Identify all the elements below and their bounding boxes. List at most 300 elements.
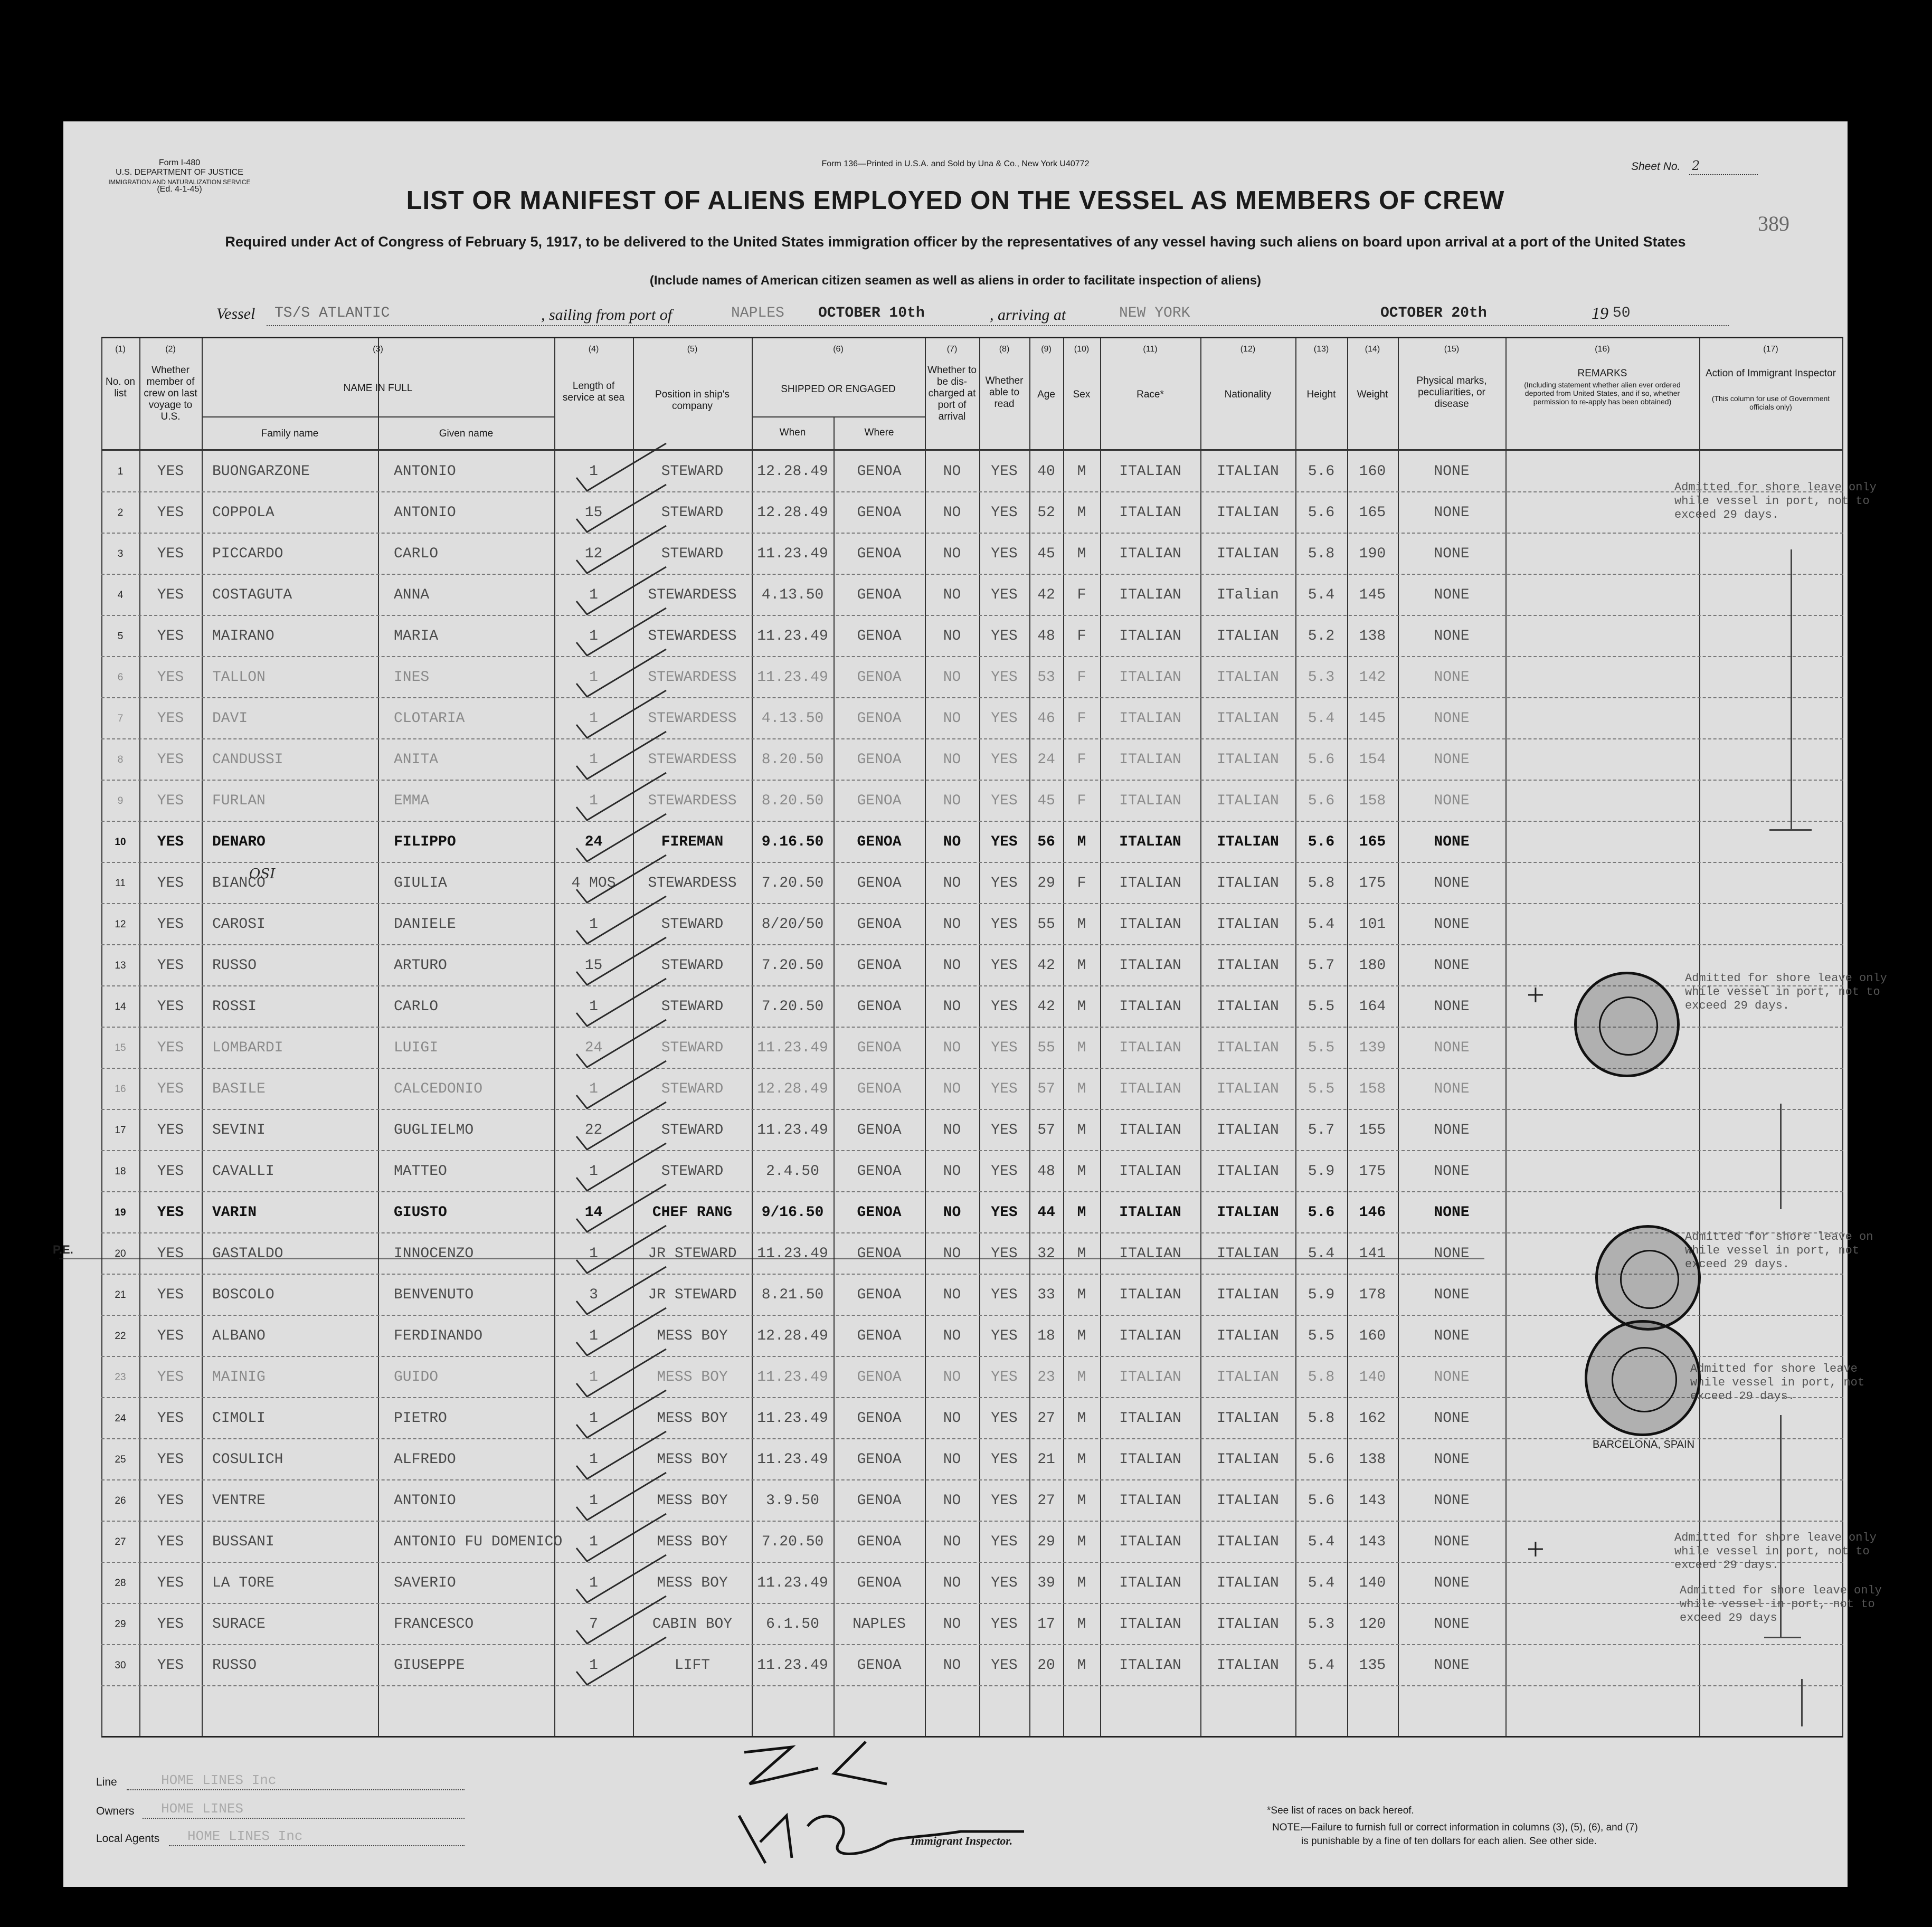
remark-row-27: Admitted for shore leave only while vessel in port, not to exceed 29 days. (1674, 1531, 1877, 1572)
weight-cell: 165 (1359, 505, 1386, 521)
service-name: IMMIGRATION AND NATURALIZATION SERVICE (108, 178, 251, 186)
length-cell: 1 (589, 1575, 598, 1591)
row-number: 20 (115, 1248, 126, 1259)
where-cell: GENOA (857, 669, 902, 686)
position-cell: CHEF RANG (652, 1204, 733, 1221)
length-cell: 1 (589, 1246, 598, 1262)
row-number: 8 (117, 754, 124, 765)
sex-cell: M (1077, 1534, 1086, 1550)
where-cell: GENOA (857, 916, 902, 933)
sex-cell: M (1077, 1122, 1086, 1138)
when-cell: 11.23.49 (757, 669, 828, 686)
given-name-cell: ANTONIO (394, 1493, 456, 1509)
race-cell: ITALIAN (1119, 1204, 1181, 1221)
given-name-cell: FERDINANDO (394, 1328, 483, 1344)
read-cell: YES (991, 628, 1018, 644)
when-cell: 11.23.49 (757, 1410, 828, 1427)
arrive-port: NEW YORK (1119, 305, 1190, 321)
header-weight: Weight (1357, 389, 1388, 400)
sex-cell: M (1077, 1163, 1086, 1180)
length-cell: 1 (589, 587, 598, 603)
position-cell: MESS BOY (657, 1493, 728, 1509)
table-row (101, 1398, 1843, 1439)
member-cell: YES (157, 1204, 184, 1221)
header-family-name: Family name (261, 428, 319, 439)
form-edition: (Ed. 4-1-45) (157, 185, 202, 194)
consulate-stamp (1585, 1320, 1701, 1450)
nationality-cell: ITALIAN (1217, 546, 1279, 562)
race-cell: ITALIAN (1119, 669, 1181, 686)
family-name-cell: BOSCOLO (212, 1287, 274, 1303)
note-label: NOTE. (1272, 1822, 1303, 1833)
physical-cell: NONE (1434, 1163, 1470, 1180)
row-number: 6 (117, 672, 124, 683)
height-cell: 5.4 (1308, 710, 1335, 727)
when-cell: 4.13.50 (761, 587, 824, 603)
action-bracket-foot (1764, 1637, 1801, 1638)
when-cell: 2.4.50 (766, 1163, 819, 1180)
where-cell: GENOA (857, 999, 902, 1015)
weight-cell: 101 (1359, 916, 1386, 933)
given-name-cell: EMMA (394, 793, 430, 809)
form-number: Form I-480 (158, 158, 201, 167)
weight-cell: 145 (1359, 587, 1386, 603)
race-cell: ITALIAN (1119, 1081, 1181, 1097)
position-cell: JR STEWARD (648, 1246, 737, 1262)
member-cell: YES (157, 463, 184, 480)
age-cell: 45 (1037, 793, 1055, 809)
discharged-cell: NO (943, 1657, 961, 1674)
when-cell: 8.21.50 (761, 1287, 824, 1303)
given-name-cell: CARLO (394, 546, 439, 562)
given-name-cell: GUGLIELMO (394, 1122, 474, 1138)
read-cell: YES (991, 710, 1018, 727)
year-suffix: 50 (1613, 305, 1631, 321)
height-cell: 5.4 (1308, 1246, 1335, 1262)
physical-cell: NONE (1434, 1246, 1470, 1262)
given-name-cell: SAVERIO (394, 1575, 456, 1591)
member-cell: YES (157, 834, 184, 850)
position-cell: STEWARD (661, 1081, 724, 1097)
given-name-cell: INNOCENZO (394, 1246, 474, 1262)
line-underline (127, 1789, 465, 1790)
nationality-cell: ITALIAN (1217, 1163, 1279, 1180)
action-bracket (1780, 1104, 1782, 1209)
weight-cell: 143 (1359, 1493, 1386, 1509)
weight-cell: 162 (1359, 1410, 1386, 1427)
when-cell: 12.28.49 (757, 1081, 828, 1097)
height-cell: 5.7 (1308, 1122, 1335, 1138)
age-cell: 44 (1037, 1204, 1055, 1221)
member-cell: YES (157, 1410, 184, 1427)
sheet-label: Sheet No. (1631, 160, 1681, 173)
height-cell: 5.6 (1308, 463, 1335, 480)
height-cell: 5.4 (1308, 1575, 1335, 1591)
sex-cell: F (1077, 710, 1086, 727)
age-cell: 24 (1037, 752, 1055, 768)
weight-cell: 180 (1359, 957, 1386, 974)
subtitle: Required under Act of Congress of February 5, 1917, to be delivered to the United States immigration officer by the representatives of any vessel having such aliens on board upon arrival at a port of the United States (225, 234, 1686, 250)
discharged-cell: NO (943, 1040, 961, 1056)
member-cell: YES (157, 587, 184, 603)
age-cell: 27 (1037, 1410, 1055, 1427)
row-number: 24 (115, 1413, 126, 1424)
position-cell: MESS BOY (657, 1451, 728, 1468)
when-cell: 6.1.50 (766, 1616, 819, 1632)
header-given-name: Given name (439, 428, 494, 439)
header-action: Action of Immigrant Inspector (1705, 368, 1836, 379)
read-cell: YES (991, 1575, 1018, 1591)
action-bracket (1801, 1679, 1803, 1726)
sex-cell: M (1077, 1369, 1086, 1385)
nationality-cell: ITALIAN (1217, 628, 1279, 644)
table-row (101, 1110, 1843, 1151)
member-cell: YES (157, 1287, 184, 1303)
weight-cell: 140 (1359, 1369, 1386, 1385)
member-cell: YES (157, 1040, 184, 1056)
consulate-stamp (1595, 1225, 1701, 1331)
weight-cell: 178 (1359, 1287, 1386, 1303)
physical-cell: NONE (1434, 752, 1470, 768)
given-name-cell: GIUSTO (394, 1204, 447, 1221)
height-cell: 5.8 (1308, 875, 1335, 891)
position-cell: STEWARD (661, 546, 724, 562)
nationality-cell: ITALIAN (1217, 834, 1279, 850)
cross-mark: + (1527, 1532, 1545, 1567)
table-row (101, 1563, 1843, 1604)
family-name-cell: CANDUSSI (212, 752, 283, 768)
length-cell: 3 (589, 1287, 598, 1303)
row-number: 17 (115, 1125, 126, 1136)
action-bracket (1780, 1415, 1782, 1637)
col-num-8: (8) (999, 345, 1010, 354)
header-race: Race* (1137, 389, 1164, 400)
member-cell: YES (157, 1163, 184, 1180)
row-number: 21 (115, 1289, 126, 1301)
position-cell: STEWARDESS (648, 752, 737, 768)
carosi-note: OSI (249, 866, 276, 882)
when-cell: 11.23.49 (757, 1657, 828, 1674)
length-cell: 14 (584, 1204, 603, 1221)
header-height: Height (1306, 389, 1336, 400)
sheet-number: 2 (1692, 158, 1700, 173)
sex-cell: F (1077, 875, 1086, 891)
read-cell: YES (991, 587, 1018, 603)
weight-cell: 164 (1359, 999, 1386, 1015)
weight-cell: 165 (1359, 834, 1386, 850)
when-cell: 7.20.50 (761, 1534, 824, 1550)
length-cell: 1 (589, 793, 598, 809)
table-row (101, 1522, 1843, 1563)
height-cell: 5.8 (1308, 1410, 1335, 1427)
race-cell: ITALIAN (1119, 587, 1181, 603)
given-name-cell: GIULIA (394, 875, 447, 891)
physical-cell: NONE (1434, 1451, 1470, 1468)
table-row (101, 1645, 1843, 1686)
discharged-cell: NO (943, 1328, 961, 1344)
where-cell: GENOA (857, 1657, 902, 1674)
nationality-cell: ITALIAN (1217, 999, 1279, 1015)
col-num-4: (4) (588, 345, 599, 354)
nationality-cell: ITALIAN (1217, 1493, 1279, 1509)
row-number: 19 (115, 1207, 126, 1218)
family-name-cell: BUONGARZONE (212, 463, 310, 480)
given-name-cell: CALCEDONIO (394, 1081, 483, 1097)
when-cell: 8.20.50 (761, 752, 824, 768)
discharged-cell: NO (943, 1369, 961, 1385)
nationality-cell: ITalian (1217, 587, 1279, 603)
where-cell: GENOA (857, 957, 902, 974)
family-name-cell: COPPOLA (212, 505, 274, 521)
where-cell: GENOA (857, 505, 902, 521)
discharged-cell: NO (943, 1122, 961, 1138)
sex-cell: M (1077, 1575, 1086, 1591)
position-cell: STEWARDESS (648, 669, 737, 686)
discharged-cell: NO (943, 1534, 961, 1550)
col-num-9: (9) (1041, 345, 1052, 354)
read-cell: YES (991, 546, 1018, 562)
nationality-cell: ITALIAN (1217, 1204, 1279, 1221)
position-cell: STEWARD (661, 1163, 724, 1180)
physical-cell: NONE (1434, 1410, 1470, 1427)
row-number: 7 (117, 713, 124, 724)
row-number: 29 (115, 1619, 126, 1630)
given-name-cell: ARTURO (394, 957, 447, 974)
given-name-cell: FRANCESCO (394, 1616, 474, 1632)
row-number: 26 (115, 1495, 126, 1506)
age-cell: 42 (1037, 587, 1055, 603)
where-cell: GENOA (857, 1328, 902, 1344)
age-cell: 45 (1037, 546, 1055, 562)
sex-cell: M (1077, 1451, 1086, 1468)
discharged-cell: NO (943, 752, 961, 768)
where-cell: GENOA (857, 587, 902, 603)
read-cell: YES (991, 1328, 1018, 1344)
height-cell: 5.3 (1308, 669, 1335, 686)
race-cell: ITALIAN (1119, 1246, 1181, 1262)
length-cell: 1 (589, 1369, 598, 1385)
age-cell: 42 (1037, 999, 1055, 1015)
table-row (101, 1069, 1843, 1110)
header-no-on-list: No. on list (106, 376, 135, 399)
given-name-cell: ANTONIO (394, 463, 456, 480)
length-cell: 15 (584, 957, 603, 974)
where-cell: GENOA (857, 1204, 902, 1221)
where-cell: GENOA (857, 1163, 902, 1180)
weight-cell: 143 (1359, 1534, 1386, 1550)
where-cell: GENOA (857, 710, 902, 727)
race-cell: ITALIAN (1119, 1575, 1181, 1591)
length-cell: 1 (589, 999, 598, 1015)
family-name-cell: BUSSANI (212, 1534, 274, 1550)
races-note: *See list of races on back hereof. (1267, 1805, 1414, 1816)
given-name-cell: BENVENUTO (394, 1287, 474, 1303)
height-cell: 5.4 (1308, 916, 1335, 933)
consulate-stamp (1574, 972, 1680, 1077)
sex-cell: F (1077, 669, 1086, 686)
col-num-15: (15) (1444, 345, 1460, 354)
weight-cell: 190 (1359, 546, 1386, 562)
position-cell: STEWARD (661, 916, 724, 933)
age-cell: 57 (1037, 1081, 1055, 1097)
race-cell: ITALIAN (1119, 999, 1181, 1015)
height-cell: 5.5 (1308, 1081, 1335, 1097)
cross-mark: + (1527, 977, 1545, 1012)
header-remarks: REMARKS (1577, 368, 1627, 379)
row-number: 1 (117, 466, 124, 477)
row-number: 28 (115, 1578, 126, 1589)
weight-cell: 142 (1359, 669, 1386, 686)
table-row (101, 657, 1843, 698)
height-cell: 5.2 (1308, 628, 1335, 644)
table-row (101, 822, 1843, 863)
family-name-cell: RUSSO (212, 957, 257, 974)
nationality-cell: ITALIAN (1217, 1122, 1279, 1138)
pe-mark: P.E. (53, 1243, 73, 1256)
table-row (101, 1192, 1843, 1233)
physical-cell: NONE (1434, 957, 1470, 974)
race-cell: ITALIAN (1119, 834, 1181, 850)
age-cell: 40 (1037, 463, 1055, 480)
read-cell: YES (991, 1410, 1018, 1427)
col-num-2: (2) (165, 345, 176, 354)
where-cell: GENOA (857, 1287, 902, 1303)
discharged-cell: NO (943, 916, 961, 933)
remark-rows-19-21: Admitted for shore leave while vessel in port, not exceed 29 days. (1690, 1362, 1865, 1403)
page-title: LIST OR MANIFEST OF ALIENS EMPLOYED ON THE VESSEL AS MEMBERS OF CREW (406, 186, 1505, 215)
sex-cell: M (1077, 505, 1086, 521)
sailing-label: , sailing from port of (541, 306, 673, 324)
table-row (101, 1316, 1843, 1357)
length-cell: 1 (589, 916, 598, 933)
row-number: 16 (115, 1084, 126, 1095)
sex-cell: F (1077, 793, 1086, 809)
family-name-cell: VENTRE (212, 1493, 266, 1509)
member-cell: YES (157, 752, 184, 768)
position-cell: STEWARDESS (648, 710, 737, 727)
when-cell: 9.16.50 (761, 834, 824, 850)
position-cell: STEWARD (661, 999, 724, 1015)
include-note: (Include names of American citizen seamen as well as aliens in order to facilitate inspection of aliens) (649, 273, 1262, 288)
weight-cell: 135 (1359, 1657, 1386, 1674)
age-cell: 29 (1037, 1534, 1055, 1550)
read-cell: YES (991, 916, 1018, 933)
table-row (101, 534, 1843, 575)
length-cell: 1 (589, 1328, 598, 1344)
row-number: 5 (117, 631, 124, 642)
member-cell: YES (157, 1246, 184, 1262)
race-cell: ITALIAN (1119, 505, 1181, 521)
length-cell: 1 (589, 710, 598, 727)
height-cell: 5.3 (1308, 1616, 1335, 1632)
table-row (101, 781, 1843, 822)
discharged-cell: NO (943, 1575, 961, 1591)
where-cell: GENOA (857, 1451, 902, 1468)
family-name-cell: ALBANO (212, 1328, 266, 1344)
page-number: 389 (1758, 212, 1789, 235)
voyage-underline (267, 325, 1729, 326)
physical-cell: NONE (1434, 463, 1470, 480)
physical-cell: NONE (1434, 1081, 1470, 1097)
header-nationality: Nationality (1224, 389, 1272, 400)
sex-cell: F (1077, 587, 1086, 603)
height-cell: 5.8 (1308, 1369, 1335, 1385)
member-cell: YES (157, 1328, 184, 1344)
printer-line: Form 136—Printed in U.S.A. and Sold by Una & Co., New York U40772 (821, 159, 1090, 168)
table-row (101, 904, 1843, 945)
sex-cell: M (1077, 957, 1086, 974)
physical-cell: NONE (1434, 1204, 1470, 1221)
position-cell: LIFT (674, 1657, 711, 1674)
physical-cell: NONE (1434, 1616, 1470, 1632)
stamp-text: BARCELONA, SPAIN (1593, 1439, 1695, 1450)
member-cell: YES (157, 628, 184, 644)
height-cell: 5.9 (1308, 1163, 1335, 1180)
header-name-in-full: NAME IN FULL (343, 383, 413, 394)
length-cell: 24 (584, 834, 603, 850)
given-name-cell: GUIDO (394, 1369, 439, 1385)
height-cell: 5.5 (1308, 1040, 1335, 1056)
height-cell: 5.6 (1308, 834, 1335, 850)
member-cell: YES (157, 1493, 184, 1509)
position-cell: FIREMAN (661, 834, 724, 850)
table-row (101, 616, 1843, 657)
when-cell: 12.28.49 (757, 505, 828, 521)
where-cell: GENOA (857, 793, 902, 809)
row-number: 23 (115, 1372, 126, 1383)
weight-cell: 139 (1359, 1040, 1386, 1056)
height-cell: 5.6 (1308, 505, 1335, 521)
read-cell: YES (991, 1122, 1018, 1138)
family-name-cell: LOMBARDI (212, 1040, 283, 1056)
header-position: Position in ship's company (655, 389, 730, 412)
where-cell: GENOA (857, 1122, 902, 1138)
given-name-cell: GIUSEPPE (394, 1657, 465, 1674)
table-row (101, 1604, 1843, 1645)
weight-cell: 146 (1359, 1204, 1386, 1221)
row-divider (101, 1685, 1843, 1686)
family-name-cell: LA TORE (212, 1575, 274, 1591)
member-cell: YES (157, 957, 184, 974)
weight-cell: 160 (1359, 463, 1386, 480)
age-cell: 20 (1037, 1657, 1055, 1674)
family-name-cell: GASTALDO (212, 1246, 283, 1262)
row-number: 22 (115, 1331, 126, 1342)
family-name-cell: VARIN (212, 1204, 257, 1221)
vessel-label: Vessel (216, 305, 255, 322)
position-cell: STEWARDESS (648, 587, 737, 603)
weight-cell: 155 (1359, 1122, 1386, 1138)
row-number: 3 (117, 548, 124, 559)
physical-cell: NONE (1434, 628, 1470, 644)
table-row (101, 1151, 1843, 1192)
physical-cell: NONE (1434, 1122, 1470, 1138)
age-cell: 46 (1037, 710, 1055, 727)
physical-cell: NONE (1434, 1040, 1470, 1056)
age-cell: 55 (1037, 1040, 1055, 1056)
weight-cell: 154 (1359, 752, 1386, 768)
given-name-cell: LUIGI (394, 1040, 439, 1056)
position-cell: STEWARDESS (648, 793, 737, 809)
length-cell: 1 (589, 1163, 598, 1180)
agents-underline (169, 1845, 465, 1846)
height-cell: 5.6 (1308, 752, 1335, 768)
height-cell: 5.4 (1308, 1534, 1335, 1550)
physical-cell: NONE (1434, 875, 1470, 891)
discharged-cell: NO (943, 1493, 961, 1509)
length-cell: 1 (589, 1410, 598, 1427)
col-num-12: (12) (1240, 345, 1256, 354)
